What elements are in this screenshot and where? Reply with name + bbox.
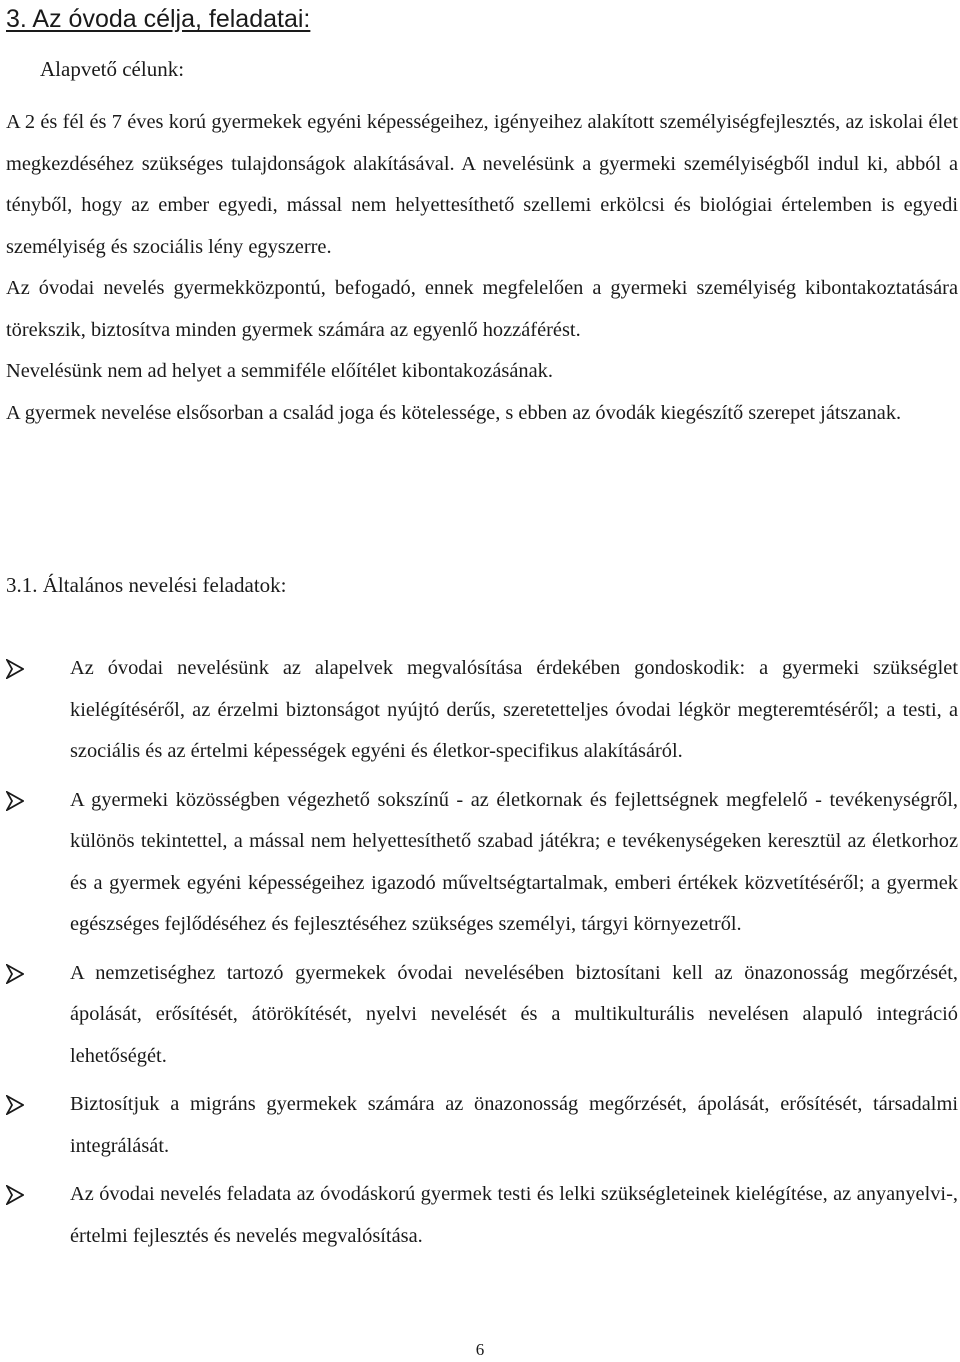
arrowhead-bullet-icon [6,953,34,995]
paragraph-child-centered-text: Az óvodai nevelés gyermekközpontú, befogadó, ennek megfelelően a gyermeki személyiség kibontakoztatására törekszik, biztosítva minden gyermek számára az egyenlő hozzáférést. [6,277,958,341]
paragraph-child-centered [6,268,958,351]
arrowhead-bullet-icon [6,780,34,822]
page-number: 6 [475,1340,485,1359]
arrowhead-bullet-icon [6,1084,34,1126]
list-item-text: Biztosítjuk a migráns gyermekek számára az önazonosság megőrzését, ápolását, erősítését, társadalmi integrálását. [70,1093,958,1157]
section-heading-general-tasks: 3.1. Általános nevelési feladatok: [6,573,287,597]
list-item-text: Az óvodai nevelés feladata az óvodáskorú gyermek testi és lelki szükségleteinek kielégítése, az anyanyelvi-, értelmi fejlesztés és nevelés megvalósítása. [70,1183,958,1247]
subheading-basic-goal: Alapvető célunk: [40,57,185,81]
list-item [6,953,958,1078]
list-item-text: Az óvodai nevelésünk az alapelvek megvalósítása érdekében gondoskodik: a gyermeki szükséglet kielégítéséről, az érzelmi biztonságot nyújtó derűs, szeretetteljes óvodai légkör megteremtéséről; a testi, a szociális és az értelmi képességek egyéni és életkor-specifikus alakításáról. [70,657,958,762]
list-item [6,648,958,773]
paragraph-family-role: A gyermek nevelése elsősorban a család joga és kötelessége, s ebben az óvodák kiegészítő szerepet játszanak. [6,401,902,424]
chapter-heading: 3. Az óvoda célja, feladatai: [6,5,311,33]
arrowhead-bullet-icon [6,648,34,690]
arrowhead-bullet-icon [6,1174,34,1216]
paragraph-goal: A 2 és fél és 7 éves korú gyermekek egyéni képességeihez, igényeihez alakított személyiségfejlesztés, az iskolai élet megkezdéséhez szükséges tulajdonságok alakításával. A nevelésünk a gyermeki személyiségből indul ki, abból a tényből, hogy az ember egyedi, mással nem helyettesíthető szellemi erkölcsi és biológiai értelemben is egyedi személyiség és szociális lény egyszerre. [6,111,958,258]
intro-body [6,102,958,434]
list-item [6,780,958,946]
paragraph-no-prejudice: Nevelésünk nem ad helyet a semmiféle előítélet kibontakozásának. [6,360,553,382]
list-item [6,1084,958,1167]
general-tasks-list [6,648,958,1264]
list-item [6,1174,958,1257]
list-item-text: A nemzetiséghez tartozó gyermekek óvodai nevelésében biztosítani kell az önazonosság megőrzését, ápolását, erősítését, átörökítését, nyelvi nevelését és a multikulturális nevelésen alapuló integráció lehetőségét. [70,961,958,1067]
list-item-text: A gyermeki közösségben végezhető sokszínű - az életkornak és fejlettségnek megfelelő - tevékenységről, különös tekintettel, a mással nem helyettesíthető szabad játékra; e tevékenységeken keresztül az életkorhoz és a gyermek egyéni képességeihez igazodó műveltségtartalmak, emberi értékek közvetítéséről; a gyermek egészséges fejlődéséhez és fejlesztéséhez szükséges személyi, tárgyi környezetről. [70,788,958,935]
